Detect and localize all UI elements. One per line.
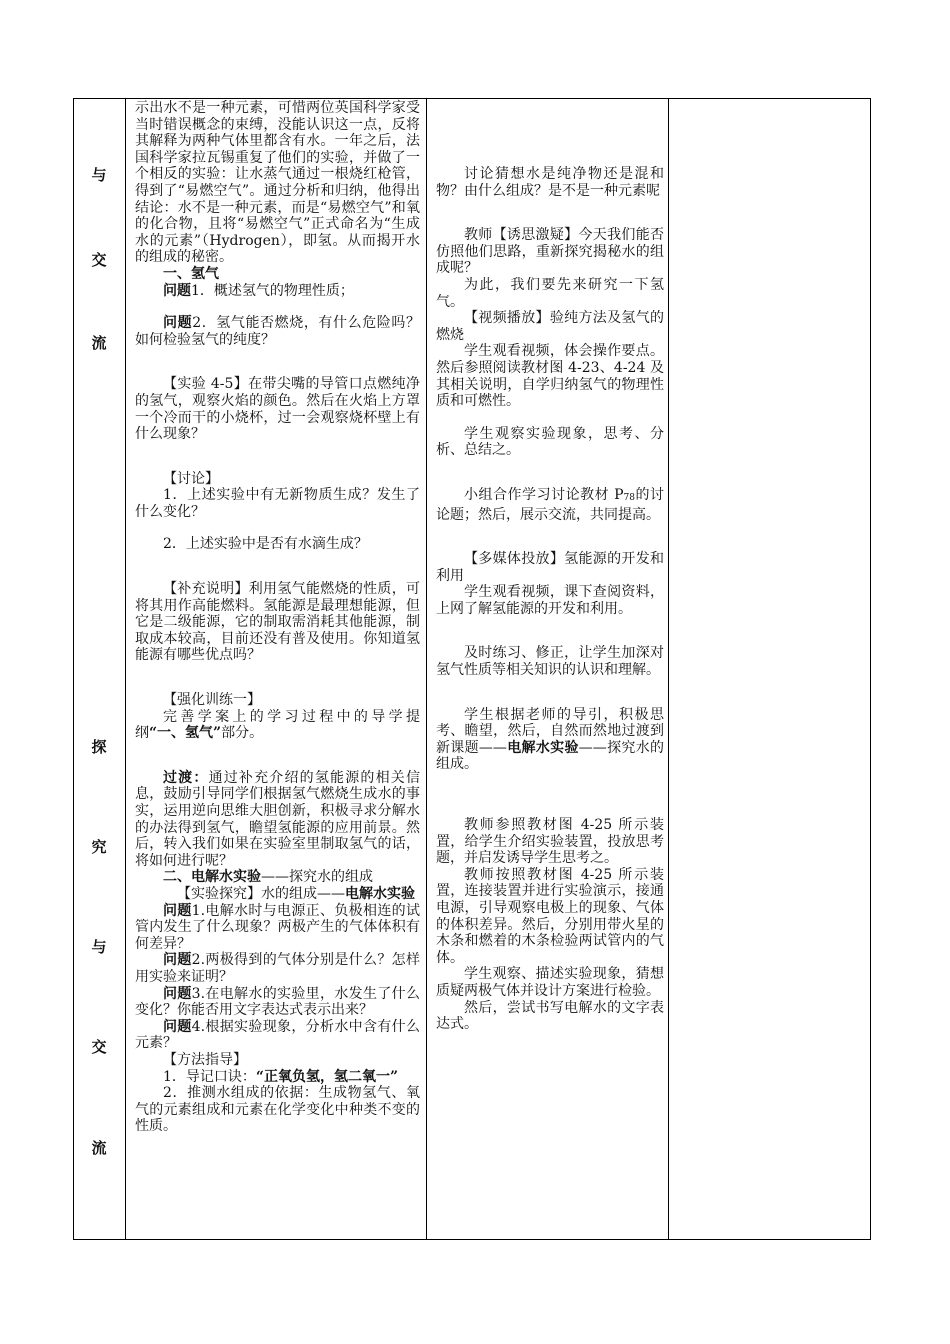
- training-text: [135, 709, 420, 742]
- activity-video: 【视频播放】验纯方法及氢气的燃烧: [436, 310, 664, 343]
- activity-watch-research: 学生观看视频，课下查阅资料，上网了解氢能源的开发和利用。: [436, 584, 664, 617]
- transition-text: 通过补充介绍的氢能源的相关信息，鼓励引导同学们根据氢气燃烧生成水的事实，运用逆向思维大胆创新，积极寻求分解水的办法得到氢气，瞻望氢能源的应用前景。然后，转入我们如果在实验室里制取氢气的话，将如何进行呢？: [135, 769, 420, 869]
- problem-1: [135, 903, 420, 953]
- problem-label: 问题: [163, 1018, 192, 1035]
- discussion-item-1: 1．上述实验中有无新物质生成？发生了什么变化？: [135, 487, 420, 520]
- activity-observe: 学生观察实验现象，思考、分析、总结之。: [436, 425, 664, 459]
- activity-transition-b: 电解水实验: [506, 739, 579, 756]
- activity-study-hydrogen: 为此，我们要先来研究一下氢气。: [436, 276, 664, 310]
- side-label-jiao: 交: [91, 251, 107, 269]
- problem-label: 问题: [163, 902, 192, 919]
- transition-label: 过渡：: [163, 769, 209, 786]
- explore-heading: [135, 886, 420, 903]
- activity-column: [436, 100, 664, 1033]
- page-subscript: 78: [623, 492, 635, 503]
- training-text-b: “一、氢气”: [149, 725, 222, 742]
- column-divider-2: [426, 98, 427, 1240]
- question-label: 问题: [163, 315, 193, 332]
- column-divider-1: [125, 98, 126, 1240]
- activity-practice: 及时练习、修正，让学生加深对氢气性质等相关知识的认识和理解。: [436, 645, 664, 679]
- explore-heading-b: 电解水实验: [345, 885, 415, 902]
- side-label-tan: 探: [91, 738, 107, 756]
- teaching-content-column: [135, 100, 420, 1135]
- problem-2: [135, 952, 420, 985]
- transition-paragraph: [135, 770, 420, 870]
- method-item-2: 2．推测水组成的依据：生成物氢气、氧气的元素组成和元素在化学变化中种类不变的性质。: [135, 1085, 420, 1135]
- section-electrolysis-title: 二、电解水实验: [163, 869, 261, 886]
- discussion-item-2: 2．上述实验中是否有水滴生成？: [163, 536, 368, 553]
- supplement-note: 【补充说明】利用氢气能燃烧的性质，可将其用作高能燃料。氢能源是最理想能源，但它是二级能源，它的制取需消耗其他能源，制取成本较高，目前还没有普及使用。你知道氢能源有哪些优点吗？: [135, 581, 420, 664]
- method-item-1-b: “正氧负氢，氢二氧一”: [255, 1068, 399, 1085]
- question-1: [135, 283, 420, 300]
- section-electrolysis-heading: [135, 869, 420, 886]
- side-label-jiao-2: 交: [91, 1038, 107, 1056]
- explore-heading-a: 【实验探究】水的组成——: [177, 885, 345, 902]
- side-label-liu: 流: [91, 334, 107, 352]
- problem-text: 3.在电解水的实验里，水发生了什么变化？你能否用文字表达式表示出来？: [135, 985, 421, 1019]
- side-label-liu-2: 流: [91, 1139, 107, 1157]
- experiment-4-5: 【实验 4-5】在带尖嘴的导管口点燃纯净的氢气，观察火焰的颜色。然后在火焰上方罩一个冷而干的小烧杯，过一会观察烧杯壁上有什么现象？: [135, 376, 420, 443]
- activity-student-observe: 学生观察、描述实验现象，猜想质疑两极气体并设计方案进行检验。: [436, 966, 664, 999]
- method-heading: 【方法指导】: [163, 1051, 247, 1068]
- problem-label: 问题: [163, 985, 192, 1002]
- activity-transition: [436, 707, 664, 773]
- activity-multimedia: 【多媒体投放】氢能源的开发和利用: [436, 551, 664, 584]
- side-label-jiu: 究: [91, 838, 107, 856]
- activity-write-expression: 然后，尝试书写电解水的文字表达式。: [436, 999, 664, 1033]
- section-electrolysis-subtitle: ——探究水的组成: [261, 869, 373, 886]
- problem-3: [135, 986, 420, 1019]
- problem-4: [135, 1019, 420, 1052]
- activity-transition-c: ——探究水的组成。: [436, 739, 665, 773]
- problem-text: 4.根据实验现象，分析水中含有什么元素？: [135, 1018, 421, 1052]
- activity-group-study-a: 小组合作学习讨论教材 P: [464, 486, 624, 503]
- activity-group-study-b: 的讨论题；然后，展示交流，共同提高。: [436, 486, 664, 523]
- discussion-heading: 【讨论】: [163, 470, 219, 487]
- side-label-yu-2: 与: [91, 938, 107, 956]
- problem-text: 1.电解水时与电源正、负极相连的试管内发生了什么现象？两极产生的气体体积有何差异？: [135, 902, 421, 952]
- intro-paragraph: 示出水不是一种元素，可惜两位英国科学家受当时错误概念的束缚，没能认识这一点，反将其解释为两种气体里都含有水。一年之后，法国科学家拉瓦锡重复了他们的实验，并做了一个相反的实验：让水蒸气通过一根烧红枪管，得到了“易燃空气”。通过分析和归纳，他得出结论：水不是一种元素，而是“易燃空气”和氧的化合物，且将“易燃空气”正式命名为“生成水的元素”（Hydrogen），即氢。从而揭开水的组成的秘密。: [135, 100, 420, 266]
- training-text-c: 部分。: [221, 725, 264, 742]
- training-heading: 【强化训练一】: [163, 692, 261, 709]
- side-label-yu: 与: [91, 166, 107, 184]
- question-text: 1．概述氢气的物理性质；: [191, 282, 354, 299]
- method-item-1-a: 1．导记口诀：: [163, 1068, 256, 1085]
- problem-text: 2.两极得到的气体分别是什么？怎样用实验来证明？: [135, 952, 421, 985]
- activity-transition-a: 学生根据老师的导引，积极思考、瞻望，然后，自然而然地过渡到新课题——: [436, 706, 664, 756]
- method-item-1: [135, 1069, 420, 1086]
- question-text: 2．氢气能否燃烧，有什么危险吗？如何检验氢气的纯度？: [135, 315, 420, 348]
- question-label: 问题: [163, 282, 191, 299]
- activity-teacher-inspire: 教师【诱思激疑】今天我们能否仿照他们思路，重新探究揭秘水的组成呢？: [436, 227, 664, 277]
- activity-teacher-demo: 教师按照教材图 4-25 所示装置，连接装置并进行实验演示，接通电源，引导观察电极上的现象、气体的体积差异。然后，分别用带火星的木条和燃着的木条检验两试管内的气体。: [436, 866, 664, 966]
- column-divider-3: [668, 98, 669, 1240]
- activity-group-study: [436, 487, 664, 523]
- training-text-a: 完善学案上的学习过程中的导学提纲: [135, 708, 420, 742]
- activity-teacher-device: 教师参照教材图 4-25 所示装置，给学生介绍实验装置，投放思考题，并启发诱导学生思考之。: [436, 817, 664, 867]
- section-hydrogen-heading: 一、氢气: [163, 265, 219, 282]
- problem-label: 问题: [163, 952, 192, 969]
- question-2: [135, 315, 420, 348]
- activity-discuss-guess: 讨论猜想水是纯净物还是混和物？由什么组成？是不是一种元素呢: [436, 166, 664, 199]
- activity-watch-video: 学生观看视频，体会操作要点。然后参照阅读教材图 4-23、4-24 及其相关说明，自学归纳氢气的物理性质和可燃性。: [436, 343, 664, 410]
